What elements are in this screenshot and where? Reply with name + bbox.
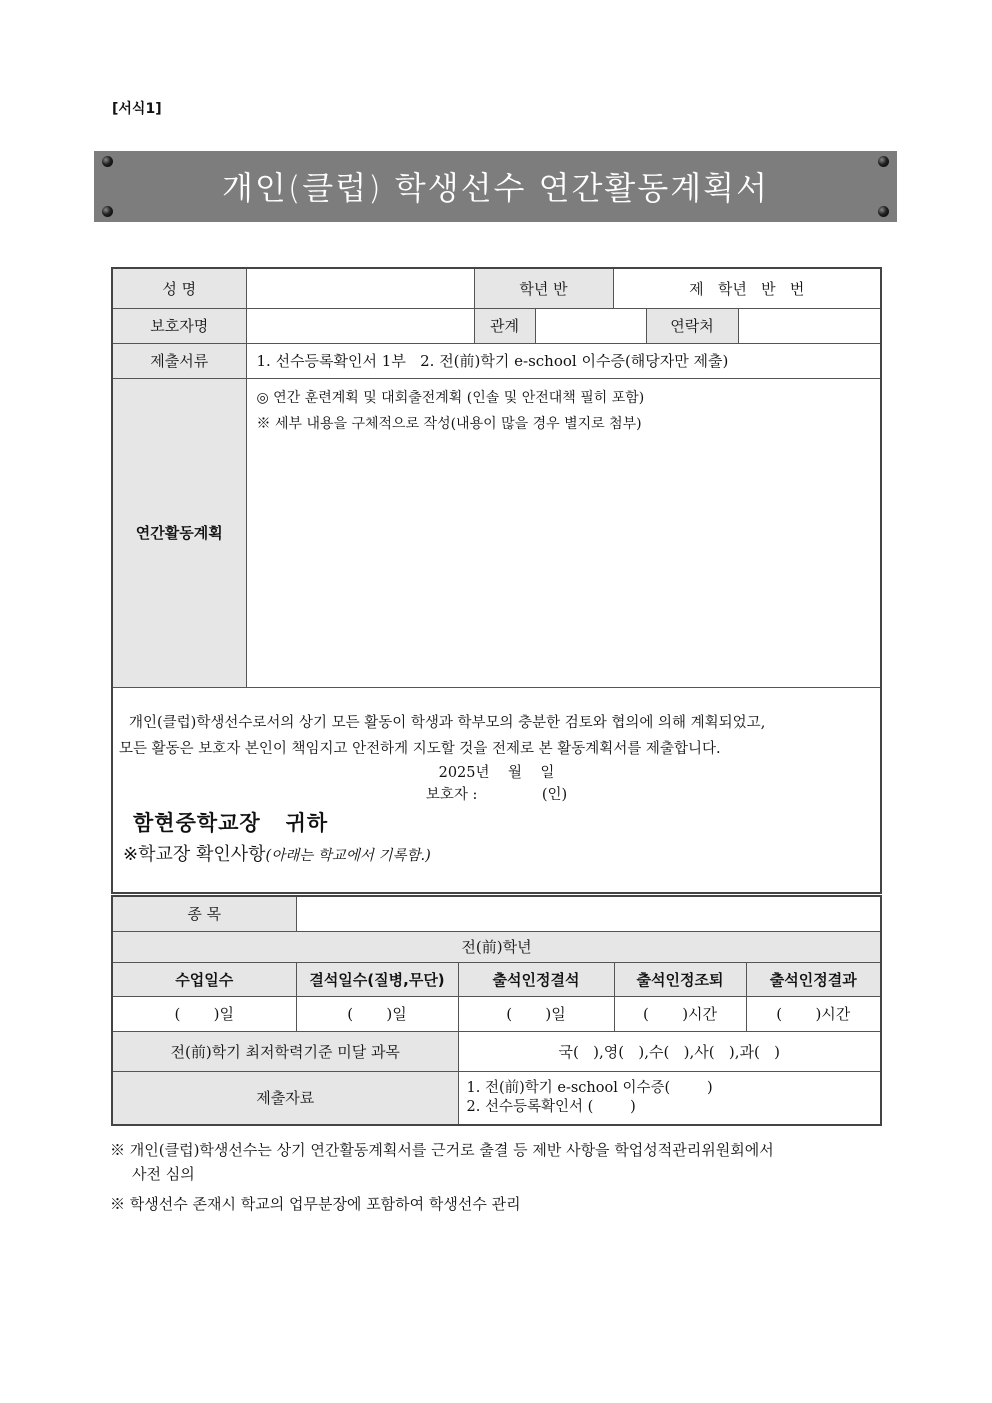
declaration-line-1: 개인(클럽)학생선수로서의 상기 모든 활동이 학생과 학부모의 충분한 검토와 협의에 의해 계획되었고,: [129, 714, 766, 731]
addressee: 함현중학교장 귀하: [133, 810, 329, 835]
footnote-1-line-a: ※ 개인(클럽)학생선수는 상기 연간활동계획서를 근거로 출결 등 제반 사항을 학업성적관리위원회에서: [110, 1141, 774, 1159]
value-excused-absence[interactable]: ( )일: [458, 996, 614, 1031]
prev-semester-header: 전(前)학년: [112, 931, 881, 962]
footnote-1-line-b: 사전 심의: [132, 1165, 195, 1183]
value-excused-early-leave[interactable]: ( )시간: [614, 996, 746, 1031]
relation-field[interactable]: [535, 308, 646, 343]
grade-class-field[interactable]: 제 학년 반 번: [613, 268, 881, 308]
submitted-label: 제출자료: [112, 1071, 458, 1125]
contact-label: 연락처: [646, 308, 738, 343]
document-title: 개인(클럽) 학생선수 연간활동계획서: [222, 169, 769, 207]
guardian-field[interactable]: [246, 308, 474, 343]
school-check-heading: [119, 842, 874, 869]
plan-instruction-1: ◎ 연간 훈련계획 및 대회출전계획 (인솔 및 안전대책 필히 포함): [256, 389, 645, 406]
submitted-item-2[interactable]: 2. 선수등록확인서 ( ): [466, 1098, 636, 1115]
form-number: [서식1]: [112, 101, 162, 117]
value-excused-result[interactable]: ( )시간: [746, 996, 881, 1031]
event-label: 종 목: [112, 896, 296, 931]
contact-field[interactable]: [738, 308, 881, 343]
footnote-1: [110, 1138, 900, 1186]
value-class-days[interactable]: ( )일: [112, 996, 296, 1031]
header-excused-absence: 출석인정결석: [458, 962, 614, 996]
declaration-date: 2025년 월 일: [438, 764, 555, 781]
underperform-label: 전(前)학기 최저학력기준 미달 과목: [112, 1031, 458, 1071]
declaration-line-2: 모든 활동은 보호자 본인이 책임지고 안전하게 지도할 것을 전제로 본 활동계획서를 제출합니다.: [119, 740, 721, 757]
guardian-signature: 보호자 : (인): [425, 786, 568, 803]
plan-instruction-2: ※ 세부 내용을 구체적으로 작성(내용이 많을 경우 별지로 첨부): [256, 415, 642, 432]
title-banner: [94, 151, 897, 222]
header-class-days: 수업일수: [112, 962, 296, 996]
documents-label: 제출서류: [112, 343, 246, 378]
header-absence-days: 결석일수(질병,무단): [296, 962, 458, 996]
application-table: [111, 267, 882, 894]
header-excused-early-leave: 출석인정조퇴: [614, 962, 746, 996]
guardian-label: 보호자명: [112, 308, 246, 343]
submitted-list: [458, 1071, 881, 1125]
annual-plan-field[interactable]: [246, 378, 881, 687]
annual-plan-label: 연간활동계획: [112, 378, 246, 687]
name-label: 성 명: [112, 268, 246, 308]
event-field[interactable]: [296, 896, 881, 931]
school-check-note: (아래는 학교에서 기록함.): [265, 847, 431, 864]
grade-class-label: 학년 반: [474, 268, 613, 308]
school-check-table: [111, 895, 882, 1126]
underperform-value[interactable]: 국( ),영( ),수( ),사( ),과( ): [458, 1031, 881, 1071]
footnote-2: ※ 학생선수 존재시 학교의 업무분장에 포함하여 학생선수 관리: [110, 1195, 521, 1213]
declaration-block: [112, 687, 881, 893]
relation-label: 관계: [474, 308, 535, 343]
header-excused-result: 출석인정결과: [746, 962, 881, 996]
submitted-item-1[interactable]: 1. 전(前)학기 e-school 이수증( ): [466, 1079, 713, 1096]
documents-value: 1. 선수등록확인서 1부 2. 전(前)학기 e-school 이수증(해당자만 제출): [246, 343, 881, 378]
school-check-title: ※학교장 확인사항: [123, 843, 266, 865]
name-field[interactable]: [246, 268, 474, 308]
value-absence-days[interactable]: ( )일: [296, 996, 458, 1031]
